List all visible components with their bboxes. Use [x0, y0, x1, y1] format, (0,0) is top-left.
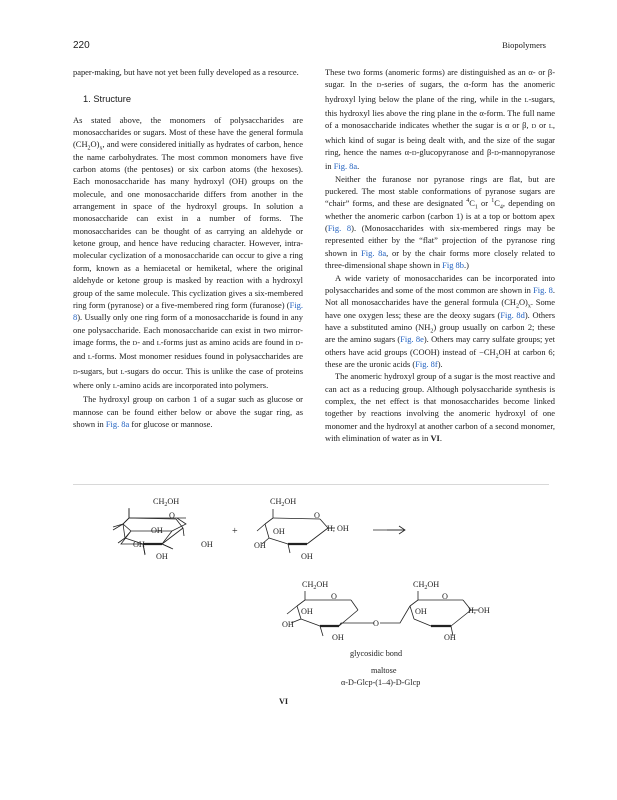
- glycosidic-bond-label: glycosidic bond: [350, 649, 403, 658]
- fig-link[interactable]: Fig. 8: [533, 284, 553, 295]
- ch2oh-label: $CH_2OH$: [270, 497, 297, 508]
- paragraph-hydroxyl: The hydroxyl group on carbon 1 of a sugar such as glucose or mannose can be found either below or above the sugar ring, as shown in Fig. 8a for glucose or mannose.: [73, 394, 303, 429]
- running-title: Biopolymers: [502, 40, 546, 50]
- oh-label: OH: [415, 607, 427, 616]
- paragraph-monomers: As stated above, the monomers of polysaccharides are monosaccharides or sugars. Most of these have the general formula $(CH_2O)_x$, and were considered initially as hydrates of carbon, hence the name carbohydrates. The most common monomers have five carbon atoms (the pentoses) or six carbon atoms (the hexoses). Each monosaccharide has many hydroxyl (OH) groups on the molecule, and one monosaccharide differs from another in the arrangement in space of the hydroxyl groups. In solution a monosaccharide can exist in a number of forms. The monosaccharides can be thought of as carrying an aldehyde or ketone group, and hence have reducing character. However, intra-molecular cyclization of a monosaccharide can occur to give a ring form, known as a hemiacetal or hemiketal, where the original aldehyde or ketone group is masked by reaction with a hydroxyl group of the same molecule. This cyclization gives a six-membered ring form (pyranose) or a five-membered ring form (furanose) (Fig. 8). Usually only one ring form of a monosaccharide is found in any one polysaccharide. Each monosaccharide can exist in two mirror-image forms, the D- and L-forms just as amino acids are found in D- and L-forms. Most monomer residues found in polysaccharides are D-sugars, but L-sugars do occur. This is unlike the case of proteins where only L-amino acids are incorporated into polymers.: [73, 114, 304, 390]
- ring-oxygen: O: [169, 511, 175, 520]
- glycosidic-oxygen: O: [373, 619, 379, 628]
- fig-link[interactable]: Fig. 8a: [105, 418, 130, 429]
- oh-label: OH: [282, 620, 294, 629]
- oh-label: OH: [156, 552, 168, 561]
- ch2oh-label: $CH_2OH$: [413, 580, 440, 591]
- oh-label: OH: [201, 540, 213, 549]
- figure-label: VI: [279, 697, 289, 706]
- ch2oh-label: $CH_2OH$: [302, 580, 329, 591]
- fig-link[interactable]: Fig. 8f: [415, 358, 438, 369]
- fig-link[interactable]: Fig. 8a: [333, 161, 358, 172]
- page-number: 220: [73, 40, 90, 51]
- oh-label: OH: [301, 552, 313, 561]
- ch2oh-label: $CH_2OH$: [153, 497, 180, 508]
- fig-link[interactable]: Fig. 8: [327, 223, 352, 234]
- oh-label: OH: [332, 633, 344, 642]
- right-column: [325, 66, 555, 444]
- oh-label: OH: [273, 527, 285, 536]
- left-column: [73, 66, 303, 430]
- ring-oxygen: O: [442, 592, 448, 601]
- oh-label: OH: [301, 607, 313, 616]
- section-heading: 1. Structure: [83, 94, 132, 105]
- ring-oxygen: O: [331, 592, 337, 601]
- paragraph-anomeric: These two forms (anomeric forms) are distinguished as an α- or β-sugar. In the D-series of sugars, the α-form has the anomeric hydroxyl lying below the plane of the ring, while in the L-sugars, this hydroxyl lies above the ring plane in the α-form. The full name of a monosaccharide indicates whether the sugar is α or β, D or L, which kind of sugar is being dealt with, and the size of the sugar ring, hence the names α-D-glucopyranose and β-D-mannopyranose in Fig. 8a.: [325, 67, 556, 172]
- paragraph-variety: A wide variety of monosaccharides can be incorporated into polysaccharides and some of the most common are shown in Fig. 8. Not all monosaccharides have the general formula $(CH_2O)_x$. Some have one oxygen less; these are the deoxy sugars (Fig. 8d). Others have a substituted amino $(NH_2)$ group usually on carbon 2; these are the amino sugars (Fig. 8e). Others may carry sulfate groups; yet others have acid groups (COOH) instead of $-CH_2OH$ at carbon 6; these are the uronic acids (Fig. 8f).: [325, 272, 555, 369]
- fig-link[interactable]: Fig. 8a: [361, 247, 387, 258]
- anomeric-h-oh-label: H, OH: [468, 606, 490, 615]
- oh-label: OH: [444, 633, 456, 642]
- oh-label: OH: [133, 540, 145, 549]
- fig-link[interactable]: Fig. 8e: [400, 334, 424, 345]
- figure-separator: [73, 484, 549, 485]
- product-formula: α-D-Glcp-(1–4)-D-Glcp: [341, 678, 421, 687]
- product-name: maltose: [371, 666, 397, 675]
- anomeric-h-oh-label: H, OH: [327, 524, 349, 533]
- plus-sign: +: [232, 526, 238, 537]
- fig-link[interactable]: Fig. 8d: [500, 309, 525, 320]
- paragraph-reducing: The anomeric hydroxyl group of a sugar is the most reactive and can act as a reducing group. Although polysaccharide synthesis is complex, the net effect is that monosaccharides become linked together by reactions involving the anomeric hydroxyl of one monomer and the hydroxyl at another carbon of a second monomer, with elimination of water as in VI.: [325, 371, 555, 443]
- oh-label: OH: [151, 526, 163, 535]
- fig-link[interactable]: Fig 8b: [442, 260, 464, 271]
- maltose-formation-diagram: [73, 488, 549, 720]
- fig-link[interactable]: Fig. 8: [73, 299, 303, 323]
- ring-oxygen: O: [314, 511, 320, 520]
- paragraph-continued: paper-making, but have not yet been fully developed as a resource.: [73, 67, 299, 77]
- paragraph-conformations: Neither the furanose nor pyranose rings are flat, but are puckered. The most stable conformations of pyranose sugars are “chair” forms, and these are designated $^4C_1$ or $^1C_4$, depending on whether the anomeric carbon (carbon 1) is at a top or bottom apex (Fig. 8). (Monosaccharides with six-membered rings may be represented either by the “flat” projection of the pyranose ring shown in Fig. 8a, or by the chair forms more closely related to three-dimensional shape shown in Fig 8b.): [325, 173, 555, 271]
- oh-label: OH: [254, 541, 266, 550]
